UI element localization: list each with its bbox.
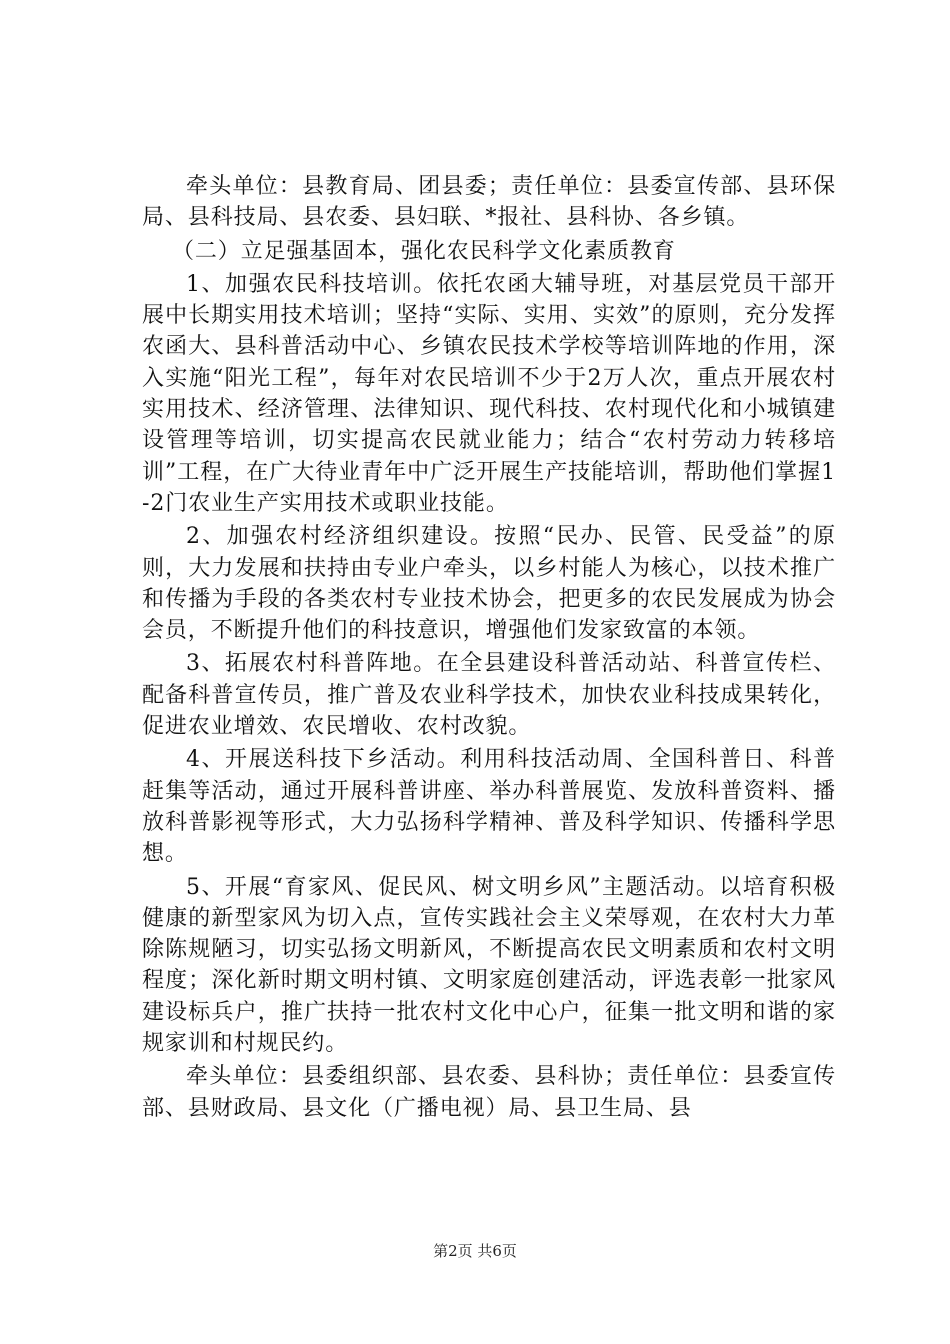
paragraph-item-4: 4、开展送科技下乡活动。利用科技活动周、全国科普日、科普赶集等活动，通过开展科普讲座、举办科普展览、发放科普资料、播放科普影视等形式，大力弘扬科学精神、普及科学知识、传播科学思想。: [142, 747, 836, 867]
page-footer: 第2页 共6页: [433, 1242, 517, 1260]
paragraph-lead-units-1: 牵头单位：县教育局、团县委；责任单位：县委宣传部、县环保局、县科技局、县农委、县妇联、*报社、县科协、各乡镇。: [142, 174, 836, 231]
section-heading: （二）立足强基固本，强化农民科学文化素质教育: [172, 238, 676, 264]
document-body: [142, 171, 836, 1126]
paragraph-item-1: 1、加强农民科技培训。依托农函大辅导班，对基层党员干部开展中长期实用技术培训；坚持“实际、实用、实效”的原则，充分发挥农函大、县科普活动中心、乡镇农民技术学校等培训阵地的作用，深入实施“阳光工程”，每年对农民培训不少于2万人次，重点开展农村实用技术、经济管理、法律知识、现代科技、农村现代化和小城镇建设管理等培训，切实提高农民就业能力；结合“农村劳动力转移培训”工程，在广大待业青年中广泛开展生产技能培训，帮助他们掌握1-2门农业生产实用技术或职业技能。: [142, 271, 836, 516]
paragraph-lead-units-2: 牵头单位：县委组织部、县农委、县科协；责任单位：县委宣传部、县财政局、县文化（广播电视）局、县卫生局、县: [142, 1064, 836, 1121]
paragraph-item-2: 2、加强农村经济组织建设。按照“民办、民管、民受益”的原则，大力发展和扶持由专业户牵头，以乡村能人为核心，以技术推广和传播为手段的各类农村专业技术协会，把更多的农民发展成为协会会员，不断提升他们的科技意识，增强他们发家致富的本领。: [142, 524, 836, 644]
paragraph-item-5: 5、开展“育家风、促民风、树文明乡风”主题活动。以培育积极健康的新型家风为切入点，宣传实践社会主义荣辱观，在农村大力革除陈规陋习，切实弘扬文明新风，不断提高农民文明素质和农村文明程度；深化新时期文明村镇、文明家庭创建活动，评选表彰一批家风建设标兵户，推广扶持一批农村文化中心户，征集一批文明和谐的家规家训和村规民约。: [142, 874, 836, 1057]
paragraph-item-3: 3、拓展农村科普阵地。在全县建设科普活动站、科普宣传栏、配备科普宣传员，推广普及农业科学技术，加快农业科技成果转化，促进农业增效、农民增收、农村改貌。: [142, 651, 836, 740]
